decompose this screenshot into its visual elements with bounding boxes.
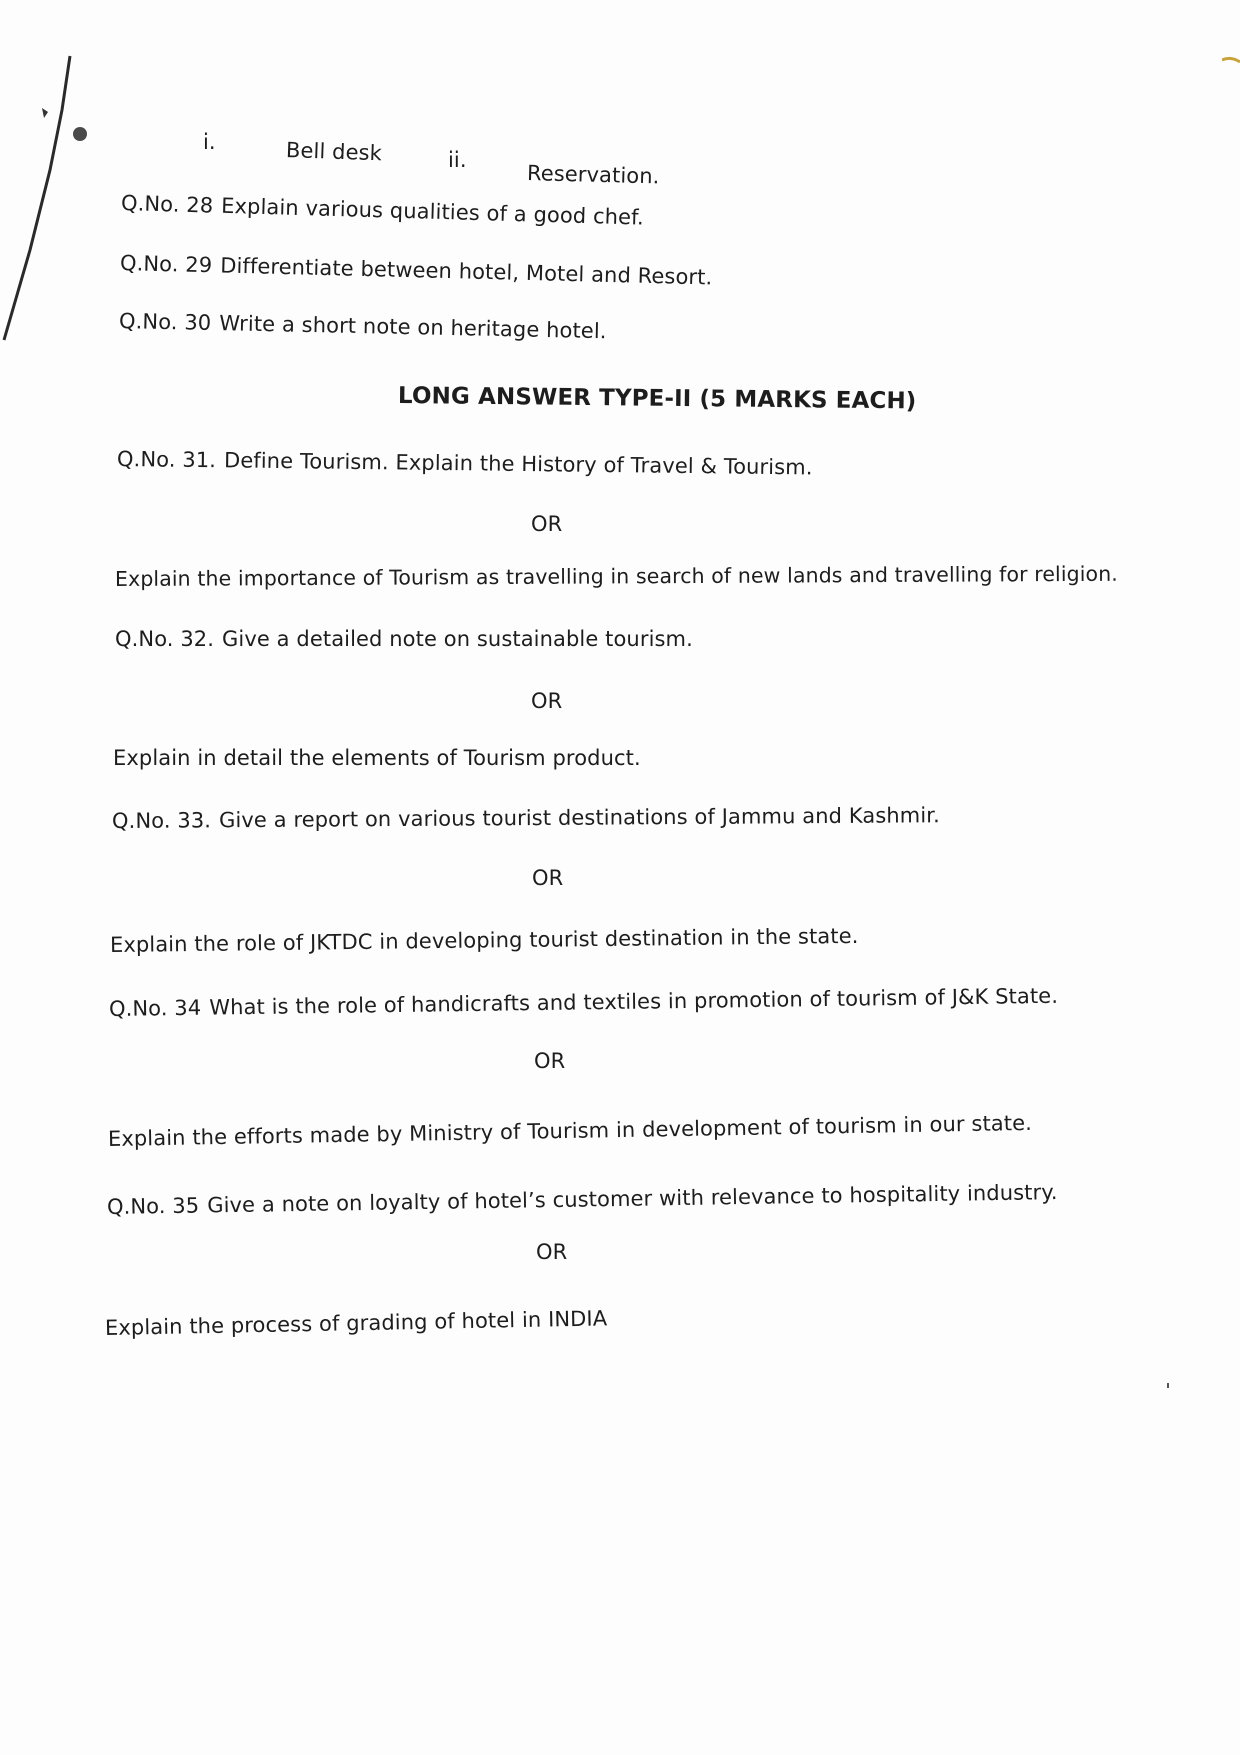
question-text: Define Tourism. Explain the History of Travel & Tourism. [223, 448, 813, 480]
or-separator: OR [532, 866, 564, 890]
question-text: What is the role of handicrafts and textiles in promotion of tourism of J&K State. [209, 983, 1059, 1020]
question-label: Q.No. 35 [106, 1193, 200, 1219]
question-text: Write a short note on heritage hotel. [219, 311, 607, 344]
question-label: Q.No. 33. [111, 808, 212, 833]
corner-smudge-icon [1222, 56, 1240, 66]
option-2-text: Reservation. [526, 161, 660, 189]
question-32 [115, 627, 693, 652]
question-text: Give a note on loyalty of hotel’s customer with relevance to hospitality industry. [207, 1180, 1058, 1218]
question-text: Give a detailed note on sustainable tourism. [222, 627, 693, 651]
option-1-number: i. [203, 130, 216, 154]
question-31-alternative: Explain the importance of Tourism as travelling in search of new lands and travelling for religion. [114, 561, 1118, 591]
or-separator: OR [536, 1240, 568, 1264]
or-separator: OR [531, 689, 563, 713]
question-34 [109, 984, 1058, 1022]
question-30 [119, 309, 607, 344]
question-29 [120, 251, 713, 291]
question-text: Give a report on various tourist destinations of Jammu and Kashmir. [218, 803, 940, 833]
option-1-text: Bell desk [285, 138, 383, 166]
question-35-alternative: Explain the process of grading of hotel in INDIA [104, 1306, 608, 1340]
or-separator: OR [534, 1049, 566, 1073]
question-label: Q.No. 30 [118, 309, 212, 335]
question-31 [117, 447, 813, 481]
scan-speck [1167, 1383, 1169, 1388]
question-label: Q.No. 32. [115, 627, 215, 651]
question-label: Q.No. 31. [116, 447, 217, 473]
section-heading: LONG ANSWER TYPE-II (5 MARKS EACH) [397, 383, 917, 415]
question-label: Q.No. 29 [119, 251, 213, 278]
question-32-alternative: Explain in detail the elements of Tourism product. [113, 746, 641, 770]
question-28 [121, 191, 645, 231]
option-2-number: ii. [448, 148, 467, 172]
question-label: Q.No. 28 [120, 191, 214, 218]
question-35 [107, 1180, 1058, 1220]
margin-pen-stroke-icon [0, 50, 90, 350]
question-33 [112, 803, 940, 834]
or-separator: OR [531, 512, 563, 536]
question-33-alternative: Explain the role of JKTDC in developing tourist destination in the state. [109, 923, 859, 957]
question-text: Explain various qualities of a good chef. [220, 193, 645, 230]
question-34-alternative: Explain the efforts made by Ministry of Tourism in development of tourism in our state. [107, 1110, 1033, 1151]
question-text: Differentiate between hotel, Motel and Resort. [219, 253, 713, 290]
question-label: Q.No. 34 [108, 995, 202, 1021]
options-line [203, 130, 216, 155]
